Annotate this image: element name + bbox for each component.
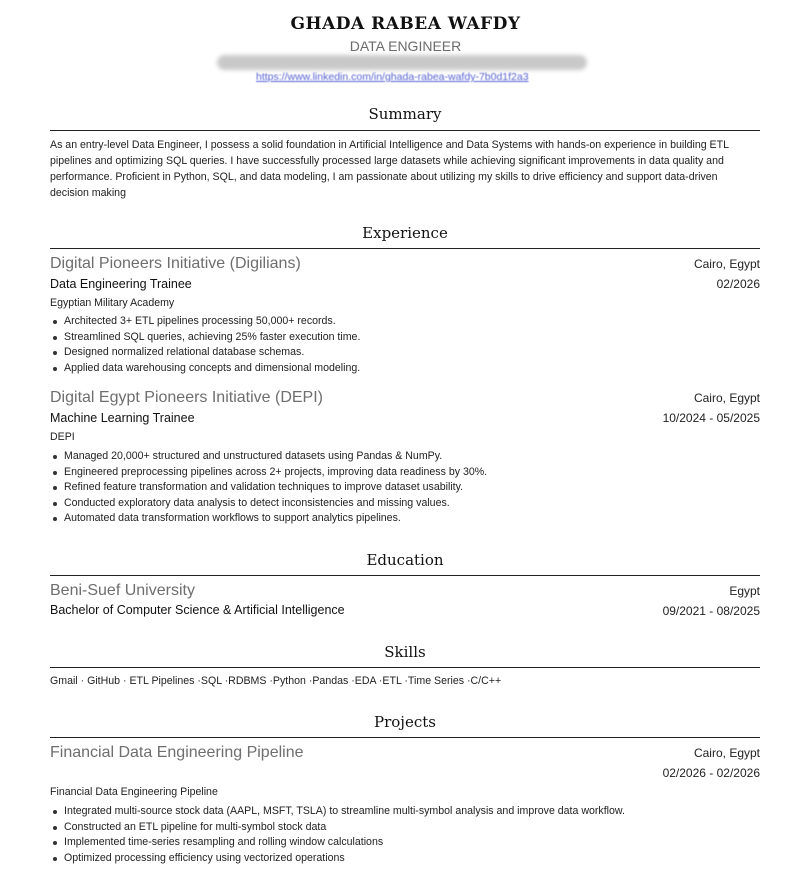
- education-divider: [50, 575, 760, 576]
- candidate-name: GHADA RABEA WAFDY: [290, 14, 521, 34]
- bullet-item: Optimized processing efficiency using vectorized operations: [50, 851, 625, 867]
- education-heading: Education: [366, 551, 444, 569]
- experience-title: Machine Learning Trainee: [50, 411, 195, 425]
- redacted-contact-info: [217, 55, 587, 70]
- skills-divider: [50, 667, 760, 668]
- bullet-item: Managed 20,000+ structured and unstructured datasets using Pandas & NumPy.: [50, 449, 487, 465]
- bullet-item: Constructed an ETL pipeline for multi-symbol stock data: [50, 820, 625, 836]
- education-location: Egypt: [729, 584, 760, 598]
- experience-location: Cairo, Egypt: [693, 391, 760, 405]
- experience-bullets: [50, 449, 487, 527]
- summary-divider: [50, 130, 760, 131]
- candidate-role: DATA ENGINEER: [349, 38, 462, 54]
- education-org: Beni-Suef University: [50, 582, 195, 599]
- bullet-item: Integrated multi-source stock data (AAPL, MSFT, TSLA) to streamline multi-symbol analysis and improve data workflow.: [50, 804, 625, 820]
- summary-line: As an entry-level Data Engineer, I possess a solid foundation in Artificial Intelligence and Data Systems with hands-on experience in building ETL: [50, 139, 729, 151]
- project-subtitle: Financial Data Engineering Pipeline: [50, 786, 218, 798]
- bullet-item: Applied data warehousing concepts and dimensional modeling.: [50, 361, 360, 377]
- linkedin-link[interactable]: https://www.linkedin.com/in/ghada-rabea-wafdy-7b0d1f2a3: [256, 71, 529, 83]
- experience-bullets: [50, 314, 360, 376]
- bullet-item: Conducted exploratory data analysis to detect inconsistencies and missing values.: [50, 496, 487, 512]
- project-bullets: [50, 804, 625, 866]
- experience-title: Data Engineering Trainee: [50, 277, 192, 291]
- experience-institution: Egyptian Military Academy: [50, 297, 175, 309]
- experience-dates: 10/2024 - 05/2025: [662, 411, 760, 425]
- experience-org: Digital Egypt Pioneers Initiative (DEPI): [50, 389, 323, 406]
- experience-institution: DEPI: [50, 431, 75, 443]
- skills-list: Gmail · GitHub · ETL Pipelines ·SQL ·RDBMS ·Python ·Pandas ·EDA ·ETL ·Time Series ·C/C++: [50, 675, 502, 687]
- education-dates: 09/2021 - 08/2025: [662, 604, 760, 618]
- skills-heading: Skills: [384, 643, 426, 661]
- bullet-item: Implemented time-series resampling and rolling window calculations: [50, 835, 625, 851]
- summary-text: [50, 137, 770, 201]
- bullet-item: Streamlined SQL queries, achieving 25% faster execution time.: [50, 330, 360, 346]
- bullet-item: Designed normalized relational database schemas.: [50, 345, 360, 361]
- summary-line: pipelines and optimizing SQL queries. I have successfully processed large datasets while achieving significant improvements in data quality and: [50, 155, 724, 167]
- experience-dates: 02/2026: [716, 277, 760, 291]
- project-location: Cairo, Egypt: [693, 746, 760, 760]
- summary-heading: Summary: [368, 105, 442, 123]
- bullet-item: Refined feature transformation and validation techniques to improve dataset usability.: [50, 480, 487, 496]
- experience-location: Cairo, Egypt: [693, 257, 760, 271]
- project-name: Financial Data Engineering Pipeline: [50, 744, 304, 761]
- experience-divider: [50, 248, 760, 249]
- projects-divider: [50, 737, 760, 738]
- summary-line: performance. Proficient in Python, SQL, and data modeling, I am passionate about utilizing my skills to drive efficiency and support data-driven: [50, 171, 718, 183]
- projects-heading: Projects: [374, 713, 436, 731]
- bullet-item: Architected 3+ ETL pipelines processing 50,000+ records.: [50, 314, 360, 330]
- experience-org: Digital Pioneers Initiative (Digilians): [50, 255, 301, 272]
- bullet-item: Automated data transformation workflows to support analytics pipelines.: [50, 511, 487, 527]
- summary-line: decision making: [50, 187, 126, 199]
- education-degree: Bachelor of Computer Science & Artificial Intelligence: [50, 603, 345, 617]
- experience-heading: Experience: [362, 224, 448, 242]
- project-dates: 02/2026 - 02/2026: [662, 766, 760, 780]
- bullet-item: Engineered preprocessing pipelines across 2+ projects, improving data readiness by 30%.: [50, 465, 487, 481]
